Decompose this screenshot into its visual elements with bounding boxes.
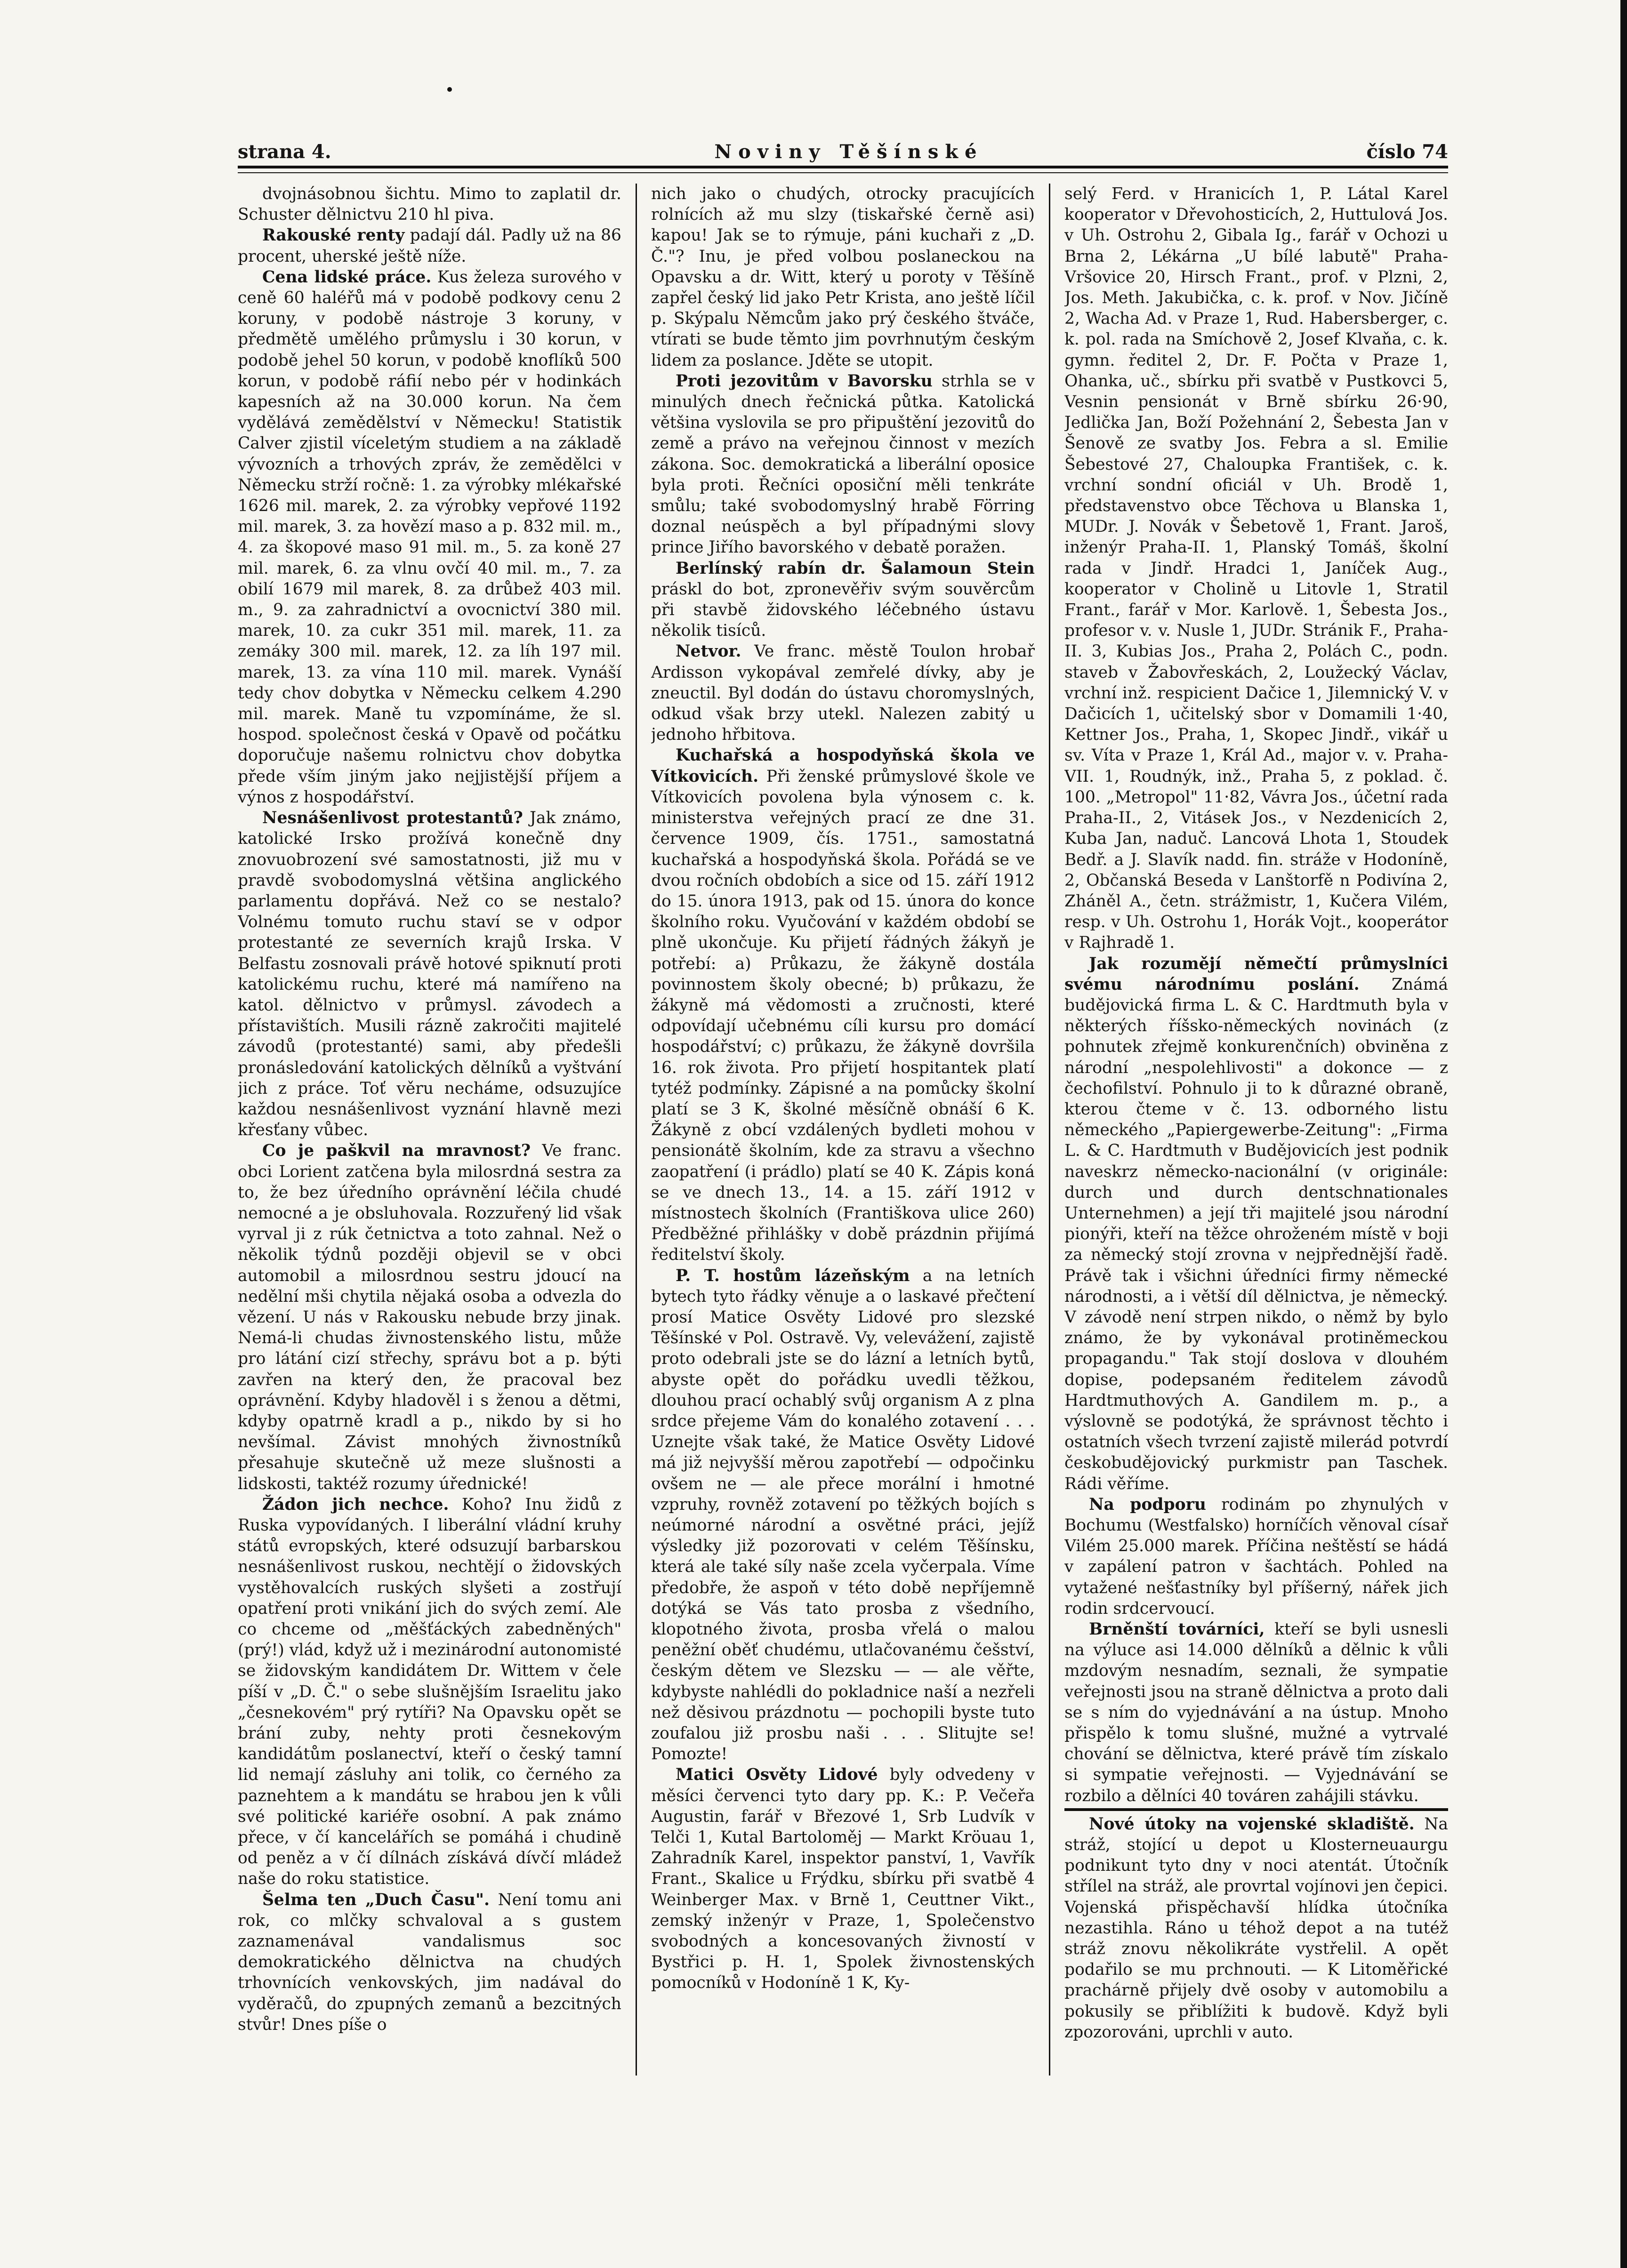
article-body: byly odvedeny v měsíci červenci tyto dary pp. K.: P. Večeřa Augustin, farář v Březové 1, Srb Ludvík v Telči 1, Kutal Bartoloměj — Markt Kröuau 1, Zahradník Karel, inspektor panství, 1, Vavřík Frant., Skalice u Frýdku, sbírku při svatbě 4 Weinberger Max. v Brně 1, Ceuttner Vikt., zemský inženýr v Praze, 1, Společenstvo svobodných a koncesovaných živností v Bystřici p. H. 1, Spolek živnostenských pomocníků v Hodoníně 1 K, Ky- xyxy=(651,1765,1035,1993)
column-divider xyxy=(1049,184,1050,2076)
header-rule-thick xyxy=(238,166,1448,168)
page-header xyxy=(238,132,1448,163)
column-divider xyxy=(636,184,637,2076)
article-paragraph xyxy=(1064,1619,1448,1806)
article-paragraph xyxy=(651,1266,1035,1765)
article-paragraph xyxy=(651,641,1035,745)
article-body: rodinám po zhynulých v Bochumu (Westfalsko) horníčích věnoval císař Vilém 25.000 marek. Příčina neštěstí se hádá v zapálení patron v šachtách. Pohled na vytažené nešťastníky byl příšerný, nářek jich rodin srdcervoucí. xyxy=(1064,1495,1448,1618)
article-heading: Proti jezovitům v Bavorsku xyxy=(676,371,933,391)
article-body: Není tomu ani rok, co mlčky schvaloval a s gustem zaznamenával vandalismus soc demokratického dělnictva na chudých trhovnících venkovských, jim nadával do vyděračů, do zpupných zemanů a bezcitných stvůr! Dnes píše o xyxy=(238,1890,621,2034)
article-paragraph xyxy=(238,267,621,808)
article-paragraph xyxy=(238,808,621,1140)
article-body: selý Ferd. v Hranicích 1, P. Látal Karel kooperator v Dřevohosticích, 2, Huttulová Jos. v Uh. Ostrohu 2, Gibala Ig., farář v Ochozi u Brna 2, Lékárna „U bílé labutě" Praha-Vršovice 20, Hirsch Frant., prof. v Plzni, 2, Jos. Meth. Jakubička, c. k. prof. v Nov. Jičíně 2, Wacha Ad. v Praze 1, Rud. Habersberger, c. k. pol. rada na Smíchově 2, Josef Klvaňa, c. k. gymn. ředitel 2, Dr. F. Počta v Praze 1, Ohanka, uč., sbírku při svatbě v Pustkovci 5, Vesnin pensionát v Brně sbírku 26·90, Jedlička Jan, Boží Požehnání 2, Šebesta Jan v Šenově ze svatby Jos. Febra a sl. Emilie Šebestové 27, Chaloupka František, c. k. vrchní sondní oficiál v Uh. Brodě 1, představenstvo obce Těchova u Blanska 1, MUDr. J. Novák v Šebetově 1, Frant. Jaroš, inženýr Praha-II. 1, Planský Tomáš, školní rada v Jindř. Hradci 1, Janíček Aug., kooperator v Cholině u Litovle 1, Stratil Frant., farář v Mor. Karlově. 1, Šebesta Jos., profesor v. v. Nusle 1, JUDr. Stránik F., Praha-II. 3, Kubias Jos., Praha 2, Polách C., podn. staveb v Žabovřeskách, 2, Loužecký Václav, vrchní inž. respicient Dačice 1, Jilemnický V. v Dačicích 1, učitelský sbor v Domamili 1·40, Kettner Jos., Praha, 1, Skopec Jindř., vikář u sv. Víta v Praze 1, Král Ad., major v. v. Praha-VII. 1, Roudnýk, inž., Praha 5, z poklad. č. 100. „Metropol" 11·82, Vávra Jos., účetní rada Praha-II., 2, Vitásek Jos., v Nezdenicích 2, Kuba Jan, naduč. Lancová Lhota 1, Stoudek Bedř. a J. Slavík nadd. fin. stráže v Hodoníně, 2, Občanská Beseda v Lanštorfě n Podivína 2, Zháněl A., četn. strážmistr, 1, Kučera Vilém, resp. v Uh. Ostrohu 1, Horák Vojt., kooperátor v Rajhradě 1. xyxy=(1064,184,1448,953)
page-edge xyxy=(1620,0,1627,2268)
article-paragraph xyxy=(238,1140,621,1494)
text-columns xyxy=(238,184,1448,2076)
article-body: Ve franc. městě Toulon hrobař Ardisson vykopával zemřelé dívky, aby je zneuctil. Byl dodán do ústavu choromyslných, odkud však brzy utekl. Nalezen zabitý u jednoho hřbitova. xyxy=(651,642,1035,745)
article-heading: Cena lidské práce. xyxy=(262,267,432,287)
article-paragraph xyxy=(651,1764,1035,1993)
article-body: strhla se v minulých dnech řečnická půtka. Katolická většina vyslovila se pro připuštění jezovitů do země a právo na veřejnou činnost v mezích zákona. Soc. demokratická a liberální oposice byla proti. Řečníci oposiční měli tenkráte smůlu; také svobodomyslný hrabě Förring doznal neúspěch a byl případnými slovy prince Jiřího bavorského v debatě poražen. xyxy=(651,371,1035,557)
article-heading: Nové útoky na vojenské skladiště. xyxy=(1089,1814,1415,1834)
article-heading: P. T. hostům lázeňským xyxy=(676,1266,910,1285)
article-heading: Matici Osvěty Lidové xyxy=(676,1765,878,1785)
article-heading: Kuchařská a hospodyňská škola ve Vítkovicích. xyxy=(651,746,1035,786)
article-heading: Jak rozumějí němečtí průmyslníci svému národnímu poslání. xyxy=(1064,954,1448,994)
article-body: Při ženské průmyslové škole ve Vítkovicích povolena byla výnosem c. k. ministerstva veřejných prací ze dne 31. července 1909, čís. 1751., samostatná kuchařská a hospodyňská škola. Pořádá se ve dvou ročních obdobích a sice od 15. září 1912 do 15. února 1913, pak od 15. února do konce školního roku. Vyučování v každém období se plně ukončuje. Ku přijetí řádných žákyň je potřebí: a) Průkazu, že žákyně dostála povinnostem školy obecné; b) průkazu, že žákyně má vědomosti a zručnosti, které odpovídají učebnému cíli kursu pro domácí hospodářství; c) průkazu, že žákyně dovršila 16. rok života. Pro přijetí hospitantek platí tytéž podmínky. Zápisné a na pomůcky školní platí se 3 K, školné měsíčně obnáší 6 K. Žákyně z obcí vzdálených bydleti mohou v pensionátě školním, kde za stravu a všechno zaopatření (i prádlo) platí se 40 K. Zápis koná se ve dnech 13., 14. a 15. září 1912 v místnostech školních (Františkova ulice 260) Předběžné přihlášky v době prázdnin přijímá ředitelství školy. xyxy=(651,767,1035,1265)
article-heading: Co je paškvil na mravnost? xyxy=(262,1141,531,1161)
article-heading: Berlínský rabín dr. Šalamoun Stein xyxy=(676,559,1035,578)
header-rule-thin xyxy=(238,172,1448,173)
article-heading: Žádon jich nechce. xyxy=(262,1495,449,1514)
article-heading: Brněnští továrníci, xyxy=(1089,1620,1265,1639)
newspaper-title: Noviny Těšínské xyxy=(714,141,983,163)
article-paragraph xyxy=(651,745,1035,1265)
article-paragraph xyxy=(1064,1494,1448,1619)
section-rule xyxy=(1064,1808,1448,1811)
article-body: a na letních bytech tyto řádky věnuje a o laskavé přečtení prosí Matice Osvěty Lidové pro slezské Těšínské v Pol. Ostravě. Vy, velevážení, zajistě proto odebrali jste se do lázní a letních bytů, abyste opět do pořádku uvedli těžkou, dlouhou prací ochablý svůj organism A z plna srdce přejeme Vám do konalého zotavení . . . Uznejte však také, že Matice Osvěty Lidové má již nejvyšší měrou zapotřebí — odpočinku ovšem ne — ale přece morální i hmotné vzpruhy, rovněž zotavení po těžkých bojích s neúmorné národní a osvětné práci, jejíž výsledky již pozorovati v celém Těšínsku, která ale také síly naše zcela vyčerpala. Víme předobře, že aspoň v této době nepříjemně dotýká se Vás tato prosba z všedního, klopotného života, prosba vřelá o malou peněžní oběť chudému, utlačovanému češství, českým dětem ve Slezsku — — ale věřte, kdybyste nahlédli do pokladnice naší a nezřeli než děsivou prázdnotu — pochopili byste tuto zoufalou již prosbu naši . . . Slitujte se! Pomozte! xyxy=(651,1266,1035,1764)
article-body: Jak známo, katolické Irsko prožívá konečně dny znovuobrození své samostatnosti, již mu v pravdě svobodomyslná většina anglického parlamentu dopřává. Než co se nestalo? Volnému tomuto ruchu staví se v odpor protestanté ze severních krajů Irska. V Belfastu zosnovali právě hotové spiknutí proti katolickému ruchu, které má namířeno na katol. dělnictvo v průmysl. závodech a přístavištích. Musili rázně zakročiti majitelé závodů (protestanté) sami, aby předešli pronásledování katolických dělníků a vyštvání jich z práce. Toť věru necháme, odsuzujíce každou nesnášenlivost vyznání hlavně mezi křesťany vůbec. xyxy=(238,809,621,1140)
article-body: kteří se byli usnesli na výluce asi 14.000 dělníků a dělnic k vůli mzdovým nesnadím, seznali, že sympatie veřejnosti jsou na straně dělnictva a proto dali se s ním do vyjednávání a na ústup. Mnoho přispělo k tomu slušné, mužné a vytrvalé chování se dělnictva, které právě tím získalo si sympatie veřejnosti. — Vyjednávání se rozbilo a dělníci 40 továren zahájili stávku. xyxy=(1064,1620,1448,1805)
article-heading: Rakouské renty xyxy=(262,226,405,245)
article-body: nich jako o chudých, otrocky pracujících rolnících až mu slzy (tiskařské černě asi) kapou! Jak se to rýmuje, páni kuchaři z „D. Č."? Inu, je před volbou poslaneckou na Opavsku a dr. Witt, který u poroty v Těšíně zapřel český lid jako Petr Krista, ano ještě líčil p. Skýpalu Němcům jako prý českého štváče, vtírati se bude těmto jim povrhnutým českým lidem za poslance. Jděte se utopit. xyxy=(651,184,1035,370)
article-paragraph xyxy=(651,558,1035,641)
article-body: Ve franc. obci Lorient zatčena byla milosrdná sestra za to, že bez úředního oprávnění léčila chudé nemocné a je obsluhovala. Rozzuřený lid však vyrval ji z rúk četnictva a toto zahnal. Než o několik týdnů později objevil se v obci automobil a milosrdnou sestru jdoucí na nedělní mši chytila nějaká osoba a odvezla do vězení. U nás v Rakousku nebude brzy jinak. Nemá-li chudas živnostenského listu, může pro látání cizí střechy, správu bot a p. býti zavřen na který den, že pracoval bez oprávnění. Kdyby hladověl i s ženou a dětmi, kdyby opatrně kradl a p., nikdo by si ho nevšímal. Závist mnohých živnostníků přesahuje skutečně už meze slušnosti a lidskosti, taktéž rozumy úřednické! xyxy=(238,1141,621,1493)
article-paragraph xyxy=(238,1890,621,2035)
article-paragraph xyxy=(238,1494,621,1890)
issue-number: číslo 74 xyxy=(1366,141,1448,163)
article-heading: Šelma ten „Duch Času". xyxy=(262,1890,490,1909)
article-paragraph xyxy=(1064,1814,1448,2043)
article-body: padají dál. Padly už na 86 procent, uherské ještě níže. xyxy=(238,226,621,266)
article-body: Na stráž, stojící u depot u Klosterneuaurgu podnikunt tyto dny v noci atentát. Útočník střílel na stráž, ale provrtal vojínovi jen čepici. Vojenská přispěchavší hlídka útočníka nezastihla. Ráno u téhož depot a na tutéž stráž znovu několikráte vystřelil. A opět podařilo se mu prchnouti. — K Litoměřické prachárně přijely dvě osoby v automobilu a pokusily se přiblížiti k budově. Když byli zpozorováni, uprchli v auto. xyxy=(1064,1814,1448,2042)
ink-dot xyxy=(447,87,452,92)
article-heading: Na podporu xyxy=(1089,1495,1206,1514)
article-paragraph xyxy=(238,184,621,225)
article-body: Známá budějovická firma L. & C. Hardtmuth byla v některých říšsko-německých novinách (z pohnutek zřejmě konkurenčních) obviněna z národní „nespolehlivosti" a dokonce — z čechofilství. Pohnulo ji to k důrazné obraně, kterou čteme v č. 13. odborného listu německého „Papiergewerbe-Zeitung": „Firma L. & C. Hardtmuth v Budějovicích jest podnik naveskrz německo-nacionální (v originále: durch und durch dentschnationales Unternehmen) a její tři majitelé jsou národní pionýři, kteří na těžce ohroženém místě v boji za německý stojí zrovna v nejpřednější řadě. Právě tak i všichni úředníci firmy německé národnosti, a i větší díl dělnictva, je německý. V závodě není strpen nikdo, o němž by bylo známo, že by vykonával protiněmeckou propagandu." Tak stojí doslova v dlouhém dopise, podepsaném ředitelem závodů Hardtmuthových A. Gandilem m. p., a výslovně se podotýká, že správnost těchto i ostatních všech tvrzení zajistě milerád potvrdí českobudějovický purkmistr pan Taschek. Rádi věříme. xyxy=(1064,975,1448,1493)
column-3 xyxy=(1064,184,1448,2076)
page-number: strana 4. xyxy=(238,141,331,163)
article-body: dvojnásobnou šichtu. Mimo to zaplatil dr. Schuster dělnictvu 210 hl piva. xyxy=(238,184,621,224)
article-body: Kus železa surového v ceně 60 haléřů má v podobě podkovy cenu 2 koruny, v podobě nástroje 3 koruny, v předmětě umělého průmyslu i 30 korun, v podobě jehel 50 korun, v podobě knoflíků 500 korun, v podobě ráfií nebo pér v hodinkách kapesních až na 30.000 korun. Na čem vydělává zemědělství v Německu! Statistik Calver zjistil víceletým studiem a na základě vývozních a trhových zpráv, že zemědělci v Německu strží ročně: 1. za výrobky mlékařské 1626 mil. marek, 2. za výrobky vepřové 1192 mil. marek, 3. za hovězí maso a p. 832 mil. m., 4. za škopové maso 91 mil. m., 5. za koně 27 mil. marek, 6. za vlnu ovčí 40 mil. m., 7. za obilí 1679 mil marek, 8. za drůbež 403 mil. m., 9. za zahradnictví a ovocnictví 380 mil. marek, 10. za cukr 351 mil. marek, 11. za zemáky 300 mil. marek, 12. za líh 197 mil. marek, 13. za vína 110 mil. marek. Vynáší tedy chov dobytka v Německu celkem 4.290 mil. marek. Maně tu vzpomínáme, že sl. hospod. společnost česká v Opavě od počátku doporučuje našemu rolnictvu chov dobytka přede vším jiným jako nejjistější příjem a výnos z hospodářství. xyxy=(238,267,621,807)
article-heading: Nesnášenlivost protestantů? xyxy=(262,809,523,828)
article-heading: Netvor. xyxy=(676,642,741,661)
article-paragraph xyxy=(1064,954,1448,1494)
article-body: Kohoʔ Inu židů z Ruska vypovídaných. I liberální vládní kruhy států evropských, které odsuzují barbarskou nesnášenlivost ruskou, nechtějí o židovských vystěhovalcích ruských slyšeti a zostřují opatření proti vnikání jich do svých zemí. Ale co chceme od „měšťáckých zabedněných" (prý!) vlád, když už i mezinárodní autonomisté se židovským kandidátem Dr. Wittem v čele píší v „D. Č." o sebe slušnějším Israelitu jako „česnekovém" prý rytíři? Na Opavsku opět se brání zuby, nehty proti česnekovým kandidátům poslanectví, kteří o český tamní lid nemají zásluhy ani tolik, co černého za paznehtem a k mandátu se hrabou jen k vůli své politické kariéře osobní. A pak známo přece, v čí kancelářích se pomáhá i chudině od peněz a v čí dílnách získává dívčí mládež naše do roku statistice. xyxy=(238,1495,621,1889)
column-1 xyxy=(238,184,621,2076)
article-paragraph xyxy=(1064,184,1448,954)
article-paragraph xyxy=(651,184,1035,371)
column-2 xyxy=(651,184,1035,2076)
article-body: práskl do bot, zpronevěřiv svým souvěrcům při stavbě židovského léčebného ústavu několik tisíců. xyxy=(651,579,1035,641)
article-paragraph xyxy=(651,371,1035,558)
article-paragraph xyxy=(238,225,621,266)
